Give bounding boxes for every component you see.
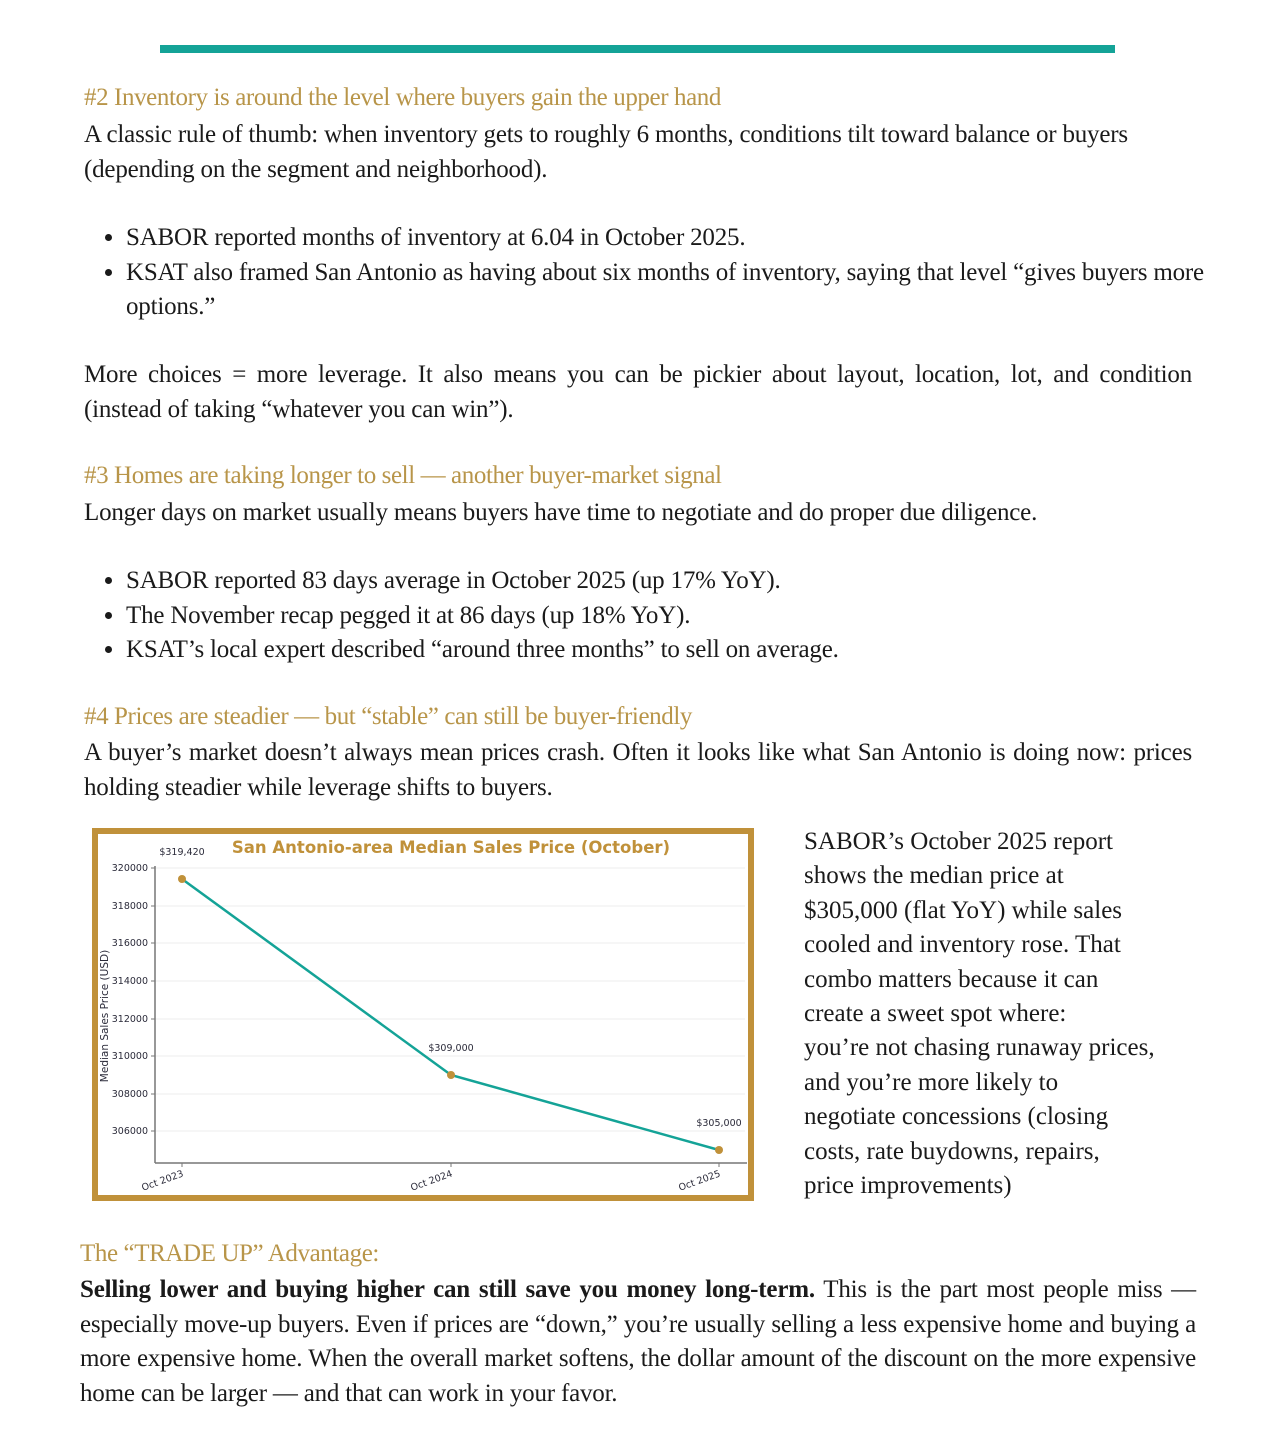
side-text-line: cooled and inventory rose. That bbox=[804, 931, 1121, 959]
side-text-line: price improvements) bbox=[804, 1172, 1012, 1200]
section-2-closing: More choices = more leverage. It also means you can be pickier about layout, location, lot, and condition (instead of taking “whatever you can win”). bbox=[84, 361, 1192, 423]
list-item: • The November recap pegged it at 86 days (up 18% YoY). bbox=[126, 599, 1236, 634]
list-item: • KSAT’s local expert described “around three months” to sell on average. bbox=[126, 633, 1236, 668]
svg-text:308000: 308000 bbox=[111, 1089, 148, 1100]
top-divider-rule bbox=[160, 45, 1115, 53]
list-item: • SABOR reported months of inventory at 6.04 in October 2025. bbox=[126, 221, 1236, 256]
svg-text:$309,000: $309,000 bbox=[428, 1043, 474, 1054]
svg-text:$305,000: $305,000 bbox=[696, 1118, 742, 1129]
svg-text:316000: 316000 bbox=[111, 938, 148, 949]
trade-up-bold-lead: Selling lower and buying higher can still save you money long-term. bbox=[80, 1276, 815, 1303]
side-text-line: shows the median price at bbox=[804, 862, 1064, 890]
side-text-line: and you’re more likely to bbox=[804, 1068, 1059, 1096]
section-2-heading: #2 Inventory is around the level where buyers gain the upper hand bbox=[84, 84, 721, 111]
svg-text:314000: 314000 bbox=[111, 976, 148, 987]
trade-up-heading: The “TRADE UP” Advantage: bbox=[80, 1240, 379, 1267]
chart-side-commentary bbox=[804, 825, 1204, 1203]
line-chart-svg bbox=[92, 828, 754, 1201]
svg-text:312000: 312000 bbox=[111, 1014, 148, 1025]
section-2-bullet-list bbox=[84, 221, 1236, 325]
chart-title: San Antonio-area Median Sales Price (October) bbox=[231, 838, 671, 857]
data-point-oct-2023 bbox=[178, 875, 186, 883]
section-3-bullet-list bbox=[84, 564, 1236, 668]
svg-text:306000: 306000 bbox=[111, 1126, 148, 1137]
price-line bbox=[182, 879, 719, 1150]
side-text-line: you’re not chasing runaway prices, bbox=[804, 1034, 1155, 1062]
list-item: • SABOR reported 83 days average in October 2025 (up 17% YoY). bbox=[126, 564, 1236, 599]
svg-text:Oct 2025: Oct 2025 bbox=[677, 1168, 723, 1194]
side-text-line: combo matters because it can bbox=[804, 965, 1099, 993]
gridlines bbox=[155, 868, 745, 1131]
median-price-chart bbox=[92, 828, 754, 1201]
svg-text:Oct 2024: Oct 2024 bbox=[409, 1168, 455, 1194]
x-tick-labels bbox=[140, 1168, 722, 1193]
svg-text:310000: 310000 bbox=[111, 1051, 148, 1062]
side-text-line: SABOR’s October 2025 report bbox=[804, 828, 1113, 855]
side-text-line: costs, rate buydowns, repairs, bbox=[804, 1137, 1100, 1165]
side-text-line: negotiate concessions (closing bbox=[804, 1103, 1109, 1131]
data-point-oct-2025 bbox=[715, 1146, 723, 1154]
side-text-line: $305,000 (flat YoY) while sales bbox=[804, 896, 1123, 924]
svg-text:320000: 320000 bbox=[111, 863, 148, 874]
section-4-heading: #4 Prices are steadier — but “stable” can still be buyer-friendly bbox=[84, 703, 692, 730]
svg-text:$319,420: $319,420 bbox=[159, 847, 205, 858]
trade-up-paragraph bbox=[80, 1273, 1196, 1411]
y-tick-labels bbox=[112, 863, 148, 1137]
side-text-line: create a sweet spot where: bbox=[804, 1000, 1067, 1028]
trade-up-body: This is the part most people miss — especially move-up buyers. Even if prices are “down,” you’re usually selling a less expensive home and buying a more expensive home. When the overall market softens, the dollar amount of the discount on the more expensive home can be larger — and that can work in your favor. bbox=[80, 1276, 1196, 1407]
section-2-intro: A classic rule of thumb: when inventory gets to roughly 6 months, conditions tilt toward balance or buyers (depending on the segment and neighborhood). bbox=[84, 121, 1128, 183]
section-4-intro: A buyer’s market doesn’t always mean prices crash. Often it looks like what San Antonio is doing now: prices holding steadier while leverage shifts to buyers. bbox=[84, 739, 1192, 801]
data-labels bbox=[159, 847, 741, 1129]
svg-text:Oct 2023: Oct 2023 bbox=[140, 1168, 186, 1194]
y-axis-label: Median Sales Price (USD) bbox=[99, 949, 111, 1083]
list-item: • KSAT also framed San Antonio as having about six months of inventory, saying that level “gives buyers more options.” bbox=[126, 256, 1236, 325]
section-3-heading: #3 Homes are taking longer to sell — another buyer-market signal bbox=[84, 462, 722, 489]
data-point-oct-2024 bbox=[447, 1071, 455, 1079]
svg-text:318000: 318000 bbox=[111, 901, 148, 912]
section-3-intro: Longer days on market usually means buyers have time to negotiate and do proper due diligence. bbox=[84, 499, 1038, 526]
